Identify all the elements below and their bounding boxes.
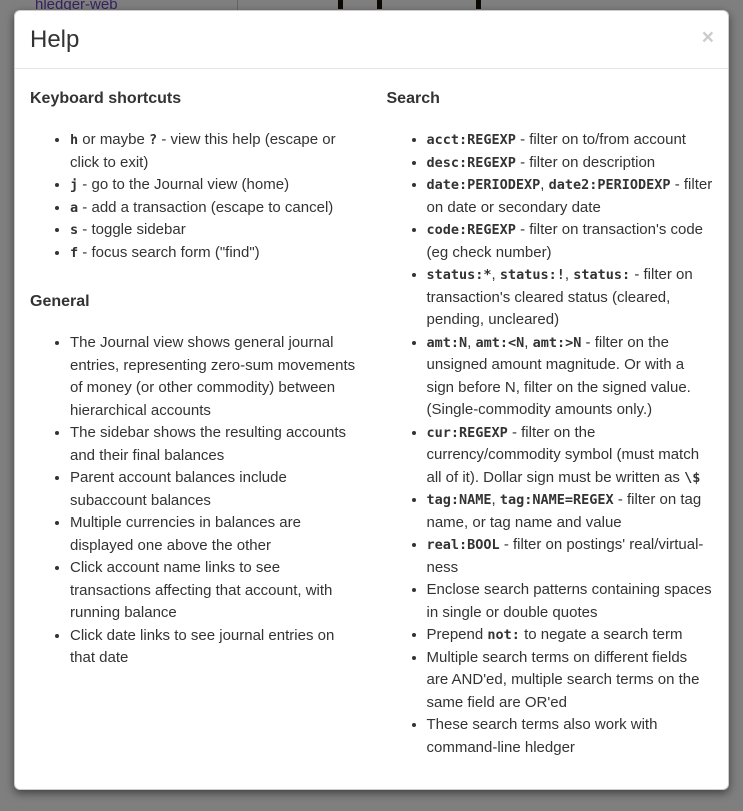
list-item bbox=[427, 489, 714, 534]
text-run: Enclose search patterns containing spaces in single or double quotes bbox=[426, 581, 712, 621]
text-run: , bbox=[491, 491, 500, 508]
text-run: Multiple search terms on different fields are AND'ed, multiple search terms on the same field are OR'ed bbox=[426, 648, 700, 711]
text-run: - filter on postings' real/virtual-ness bbox=[426, 536, 704, 576]
section-heading: Search bbox=[386, 90, 440, 107]
text-run: Parent account balances include subaccount balances bbox=[70, 469, 287, 509]
code-term: date2:PERIODEXP bbox=[548, 177, 671, 193]
code-term: status:! bbox=[499, 267, 565, 283]
list-item bbox=[70, 219, 357, 242]
code-term: h bbox=[70, 132, 79, 148]
text-run: - filter on the unsigned amount magnitude. Or with a sign before N, filter on the signed value. (Single-commodity amounts only.) bbox=[426, 333, 691, 418]
list-item bbox=[70, 625, 357, 670]
code-term: a bbox=[70, 199, 79, 216]
text-run: - view this help (escape or click to exit) bbox=[70, 131, 336, 171]
modal-body bbox=[15, 69, 728, 789]
code-term: amt:N bbox=[426, 334, 468, 351]
text-run: - go to the Journal view (home) bbox=[78, 176, 290, 193]
list-item bbox=[70, 422, 357, 467]
text-run: The Journal view shows general journal entries, representing zero-sum movements of money (or other commodity) between hierarchical accounts bbox=[70, 334, 356, 419]
list-item bbox=[70, 174, 357, 197]
text-run: Multiple currencies in balances are displayed one above the other bbox=[70, 514, 301, 554]
text-run: - add a transaction (escape to cancel) bbox=[78, 198, 334, 216]
code-term: code:REGEXP bbox=[426, 222, 516, 238]
list-item bbox=[70, 557, 357, 625]
left-column bbox=[15, 89, 372, 769]
section-heading: General bbox=[30, 293, 90, 310]
list-item bbox=[70, 467, 357, 512]
code-term: date:PERIODEXP bbox=[426, 177, 541, 193]
text-run: , bbox=[540, 176, 549, 193]
modal-title: Help bbox=[30, 26, 80, 53]
text-run: , bbox=[491, 266, 500, 283]
code-term: acct:REGEXP bbox=[426, 132, 516, 148]
bullet-list bbox=[30, 129, 357, 264]
code-term: f bbox=[70, 244, 79, 261]
text-run: Click date links to see journal entries on that date bbox=[70, 626, 335, 666]
code-term: s bbox=[70, 222, 79, 238]
list-item bbox=[427, 174, 714, 219]
code-term: \$ bbox=[684, 469, 701, 486]
list-item bbox=[427, 579, 714, 624]
text-run: - filter on the currency/commodity symbol (must match all of it). Dollar sign must be written as bbox=[426, 423, 700, 486]
list-item bbox=[70, 512, 357, 557]
code-term: cur:REGEXP bbox=[426, 424, 508, 441]
bullet-list bbox=[387, 129, 714, 759]
list-item bbox=[427, 624, 714, 647]
code-term: real:BOOL bbox=[426, 537, 500, 553]
text-run: - filter on to/from account bbox=[515, 131, 686, 148]
text-run: - filter on date or secondary date bbox=[426, 176, 713, 216]
text-run: Click account name links to see transactions affecting that account, with running balance bbox=[70, 559, 333, 621]
text-run: Prepend bbox=[426, 626, 488, 643]
text-run: , bbox=[467, 333, 476, 351]
text-run: , bbox=[564, 266, 574, 283]
text-run: - filter on tag name, or tag name and value bbox=[426, 491, 702, 531]
list-item bbox=[427, 714, 714, 759]
section-heading: Keyboard shortcuts bbox=[30, 90, 182, 107]
code-term: tag:NAME bbox=[426, 492, 492, 508]
list-item bbox=[70, 197, 357, 220]
code-term: amt:>N bbox=[532, 334, 582, 351]
modal-header bbox=[15, 11, 728, 69]
code-term: status:* bbox=[426, 267, 492, 283]
right-column bbox=[372, 89, 729, 769]
list-item bbox=[427, 129, 714, 152]
list-item bbox=[427, 422, 714, 490]
list-item bbox=[70, 332, 357, 422]
text-run: , bbox=[524, 333, 533, 351]
list-item bbox=[427, 332, 714, 422]
list-item bbox=[70, 129, 357, 174]
code-term: desc:REGEXP bbox=[426, 154, 516, 171]
list-item bbox=[427, 264, 714, 332]
code-term: tag:NAME=REGEX bbox=[499, 492, 614, 508]
text-run: or maybe bbox=[78, 131, 150, 148]
help-modal bbox=[14, 10, 729, 790]
code-term: status: bbox=[573, 267, 631, 283]
text-run: - toggle sidebar bbox=[78, 221, 186, 238]
text-run: to negate a search term bbox=[519, 626, 683, 643]
bullet-list bbox=[30, 332, 357, 670]
code-term: amt:<N bbox=[475, 334, 525, 351]
text-run: These search terms also work with command-line hledger bbox=[426, 716, 658, 756]
text-run: The sidebar shows the resulting accounts and their final balances bbox=[70, 424, 346, 464]
text-run: - filter on transaction's cleared status (cleared, pending, uncleared) bbox=[426, 266, 693, 328]
text-run: - filter on description bbox=[515, 153, 656, 171]
text-run: - filter on transaction's code (eg check number) bbox=[426, 221, 704, 261]
list-item bbox=[427, 647, 714, 715]
code-term: j bbox=[70, 177, 79, 193]
code-term: ? bbox=[149, 132, 158, 148]
text-run: - focus search form ("find") bbox=[78, 243, 260, 261]
list-item bbox=[427, 152, 714, 175]
list-item bbox=[427, 534, 714, 579]
code-term: not: bbox=[487, 627, 520, 643]
close-icon[interactable]: × bbox=[701, 26, 714, 49]
list-item bbox=[70, 242, 357, 265]
list-item bbox=[427, 219, 714, 264]
